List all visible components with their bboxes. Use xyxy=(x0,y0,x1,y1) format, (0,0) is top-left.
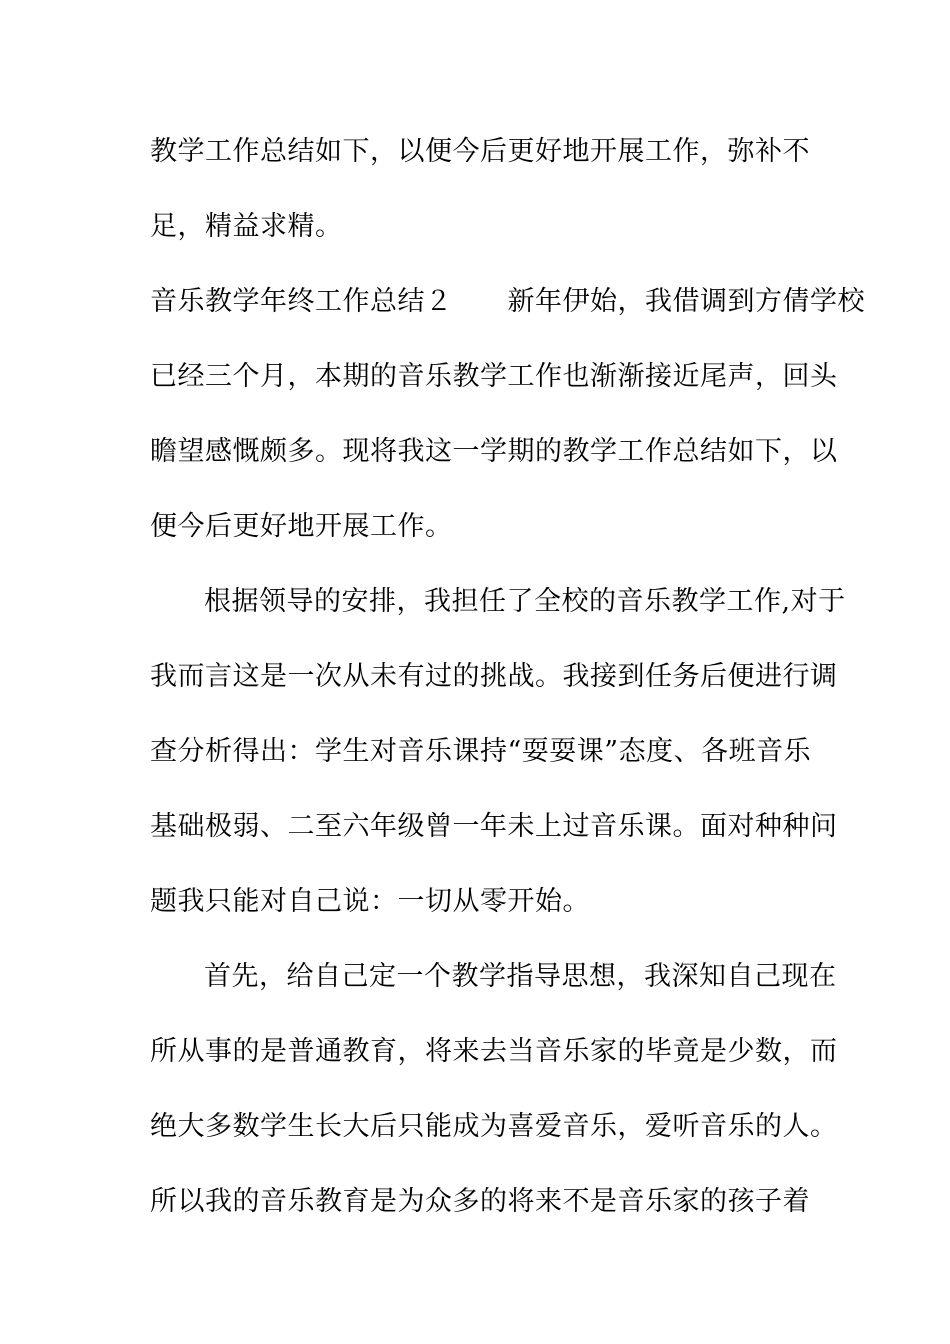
section-heading-line: 音乐教学年终工作总结２ 新年伊始，我借调到方倩学校 xyxy=(150,286,865,317)
paragraph-first-line: 根据领导的安排，我担任了全校的音乐教学工作,对于 xyxy=(204,586,846,617)
text-line: 便今后更好地开展工作。 xyxy=(150,511,453,542)
text-line: 查分析得出：学生对音乐课持“耍耍课”态度、各班音乐 xyxy=(150,736,812,767)
text-line: 已经三个月，本期的音乐教学工作也渐渐接近尾声，回头 xyxy=(150,361,838,392)
text-line: 题我只能对自己说：一切从零开始。 xyxy=(150,886,590,917)
text-line: 所以我的音乐教育是为众多的将来不是音乐家的孩子着 xyxy=(150,1186,810,1217)
text-line: 基础极弱、二至六年级曾一年未上过音乐课。面对种种问 xyxy=(150,811,838,842)
text-line: 绝大多数学生长大后只能成为喜爱音乐，爱听音乐的人。 xyxy=(150,1111,838,1142)
text-line: 瞻望感慨颇多。现将我这一学期的教学工作总结如下，以 xyxy=(150,436,838,467)
paragraph-first-line: 首先，给自己定一个教学指导思想，我深知自己现在 xyxy=(204,961,837,992)
text-line: 教学工作总结如下，以便今后更好地开展工作，弥补不 xyxy=(150,136,810,167)
text-line: 所从事的是普通教育，将来去当音乐家的毕竟是少数，而 xyxy=(150,1036,838,1067)
text-line: 我而言这是一次从未有过的挑战。我接到任务后便进行调 xyxy=(150,661,838,692)
text-line: 足，精益求精。 xyxy=(150,211,343,242)
